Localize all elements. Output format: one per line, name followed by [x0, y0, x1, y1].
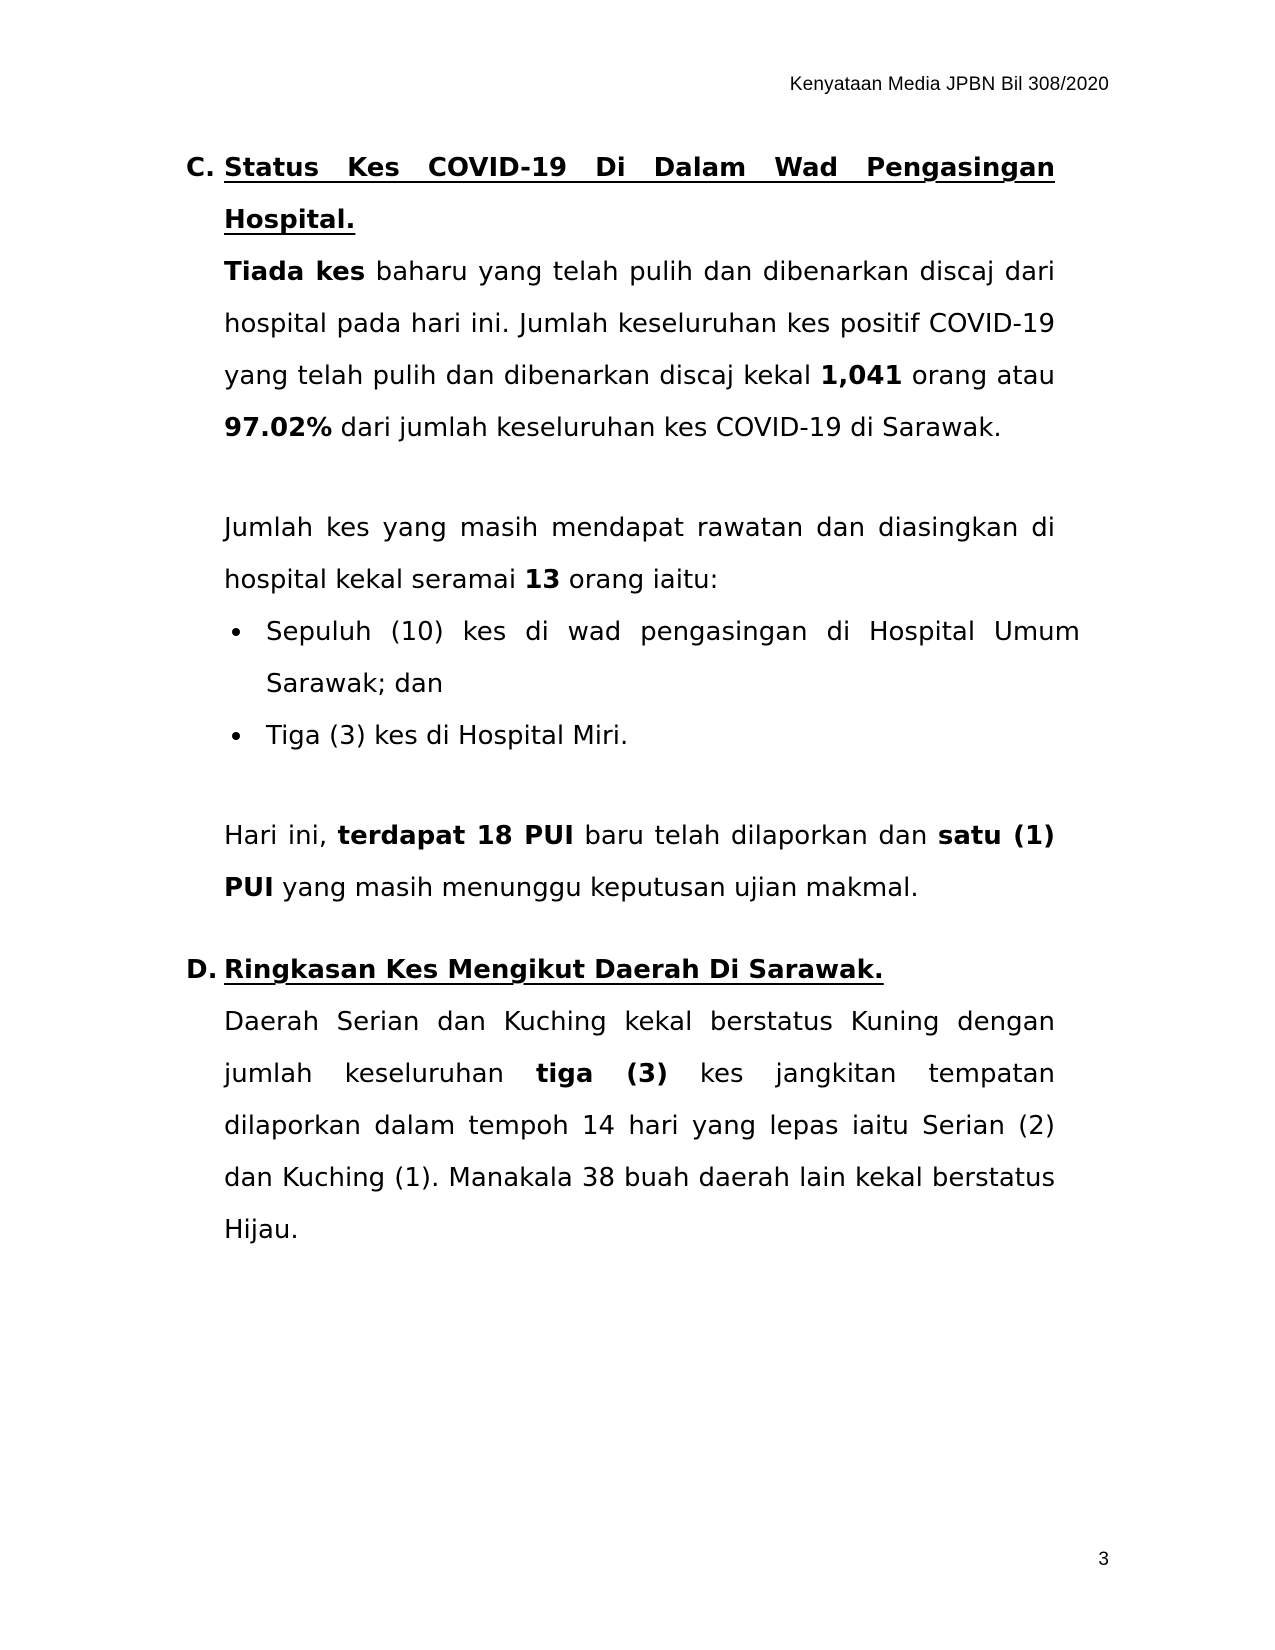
- bold-text: terdapat 18 PUI: [337, 821, 574, 851]
- text-run: orang atau: [902, 361, 1055, 391]
- bold-text: 1,041: [820, 361, 903, 391]
- list-item-text: Sepuluh (10) kes di wad pengasingan di Hospital Umum Sarawak; dan: [266, 617, 1080, 699]
- text-run: Daerah Serian dan Kuching kekal berstatus Kuning dengan jumlah keseluruhan: [224, 1007, 1055, 1089]
- section-c: [186, 142, 1080, 914]
- section-d: [186, 944, 1056, 1256]
- text-run: yang masih menunggu keputusan ujian makmal.: [273, 873, 919, 903]
- section-c-title: Status Kes COVID-19 Di Dalam Wad Pengasingan Hospital.: [224, 153, 1055, 235]
- document-header: Kenyataan Media JPBN Bil 308/2020: [789, 74, 1109, 95]
- section-c-letter: C.: [186, 153, 215, 183]
- section-d-title: Ringkasan Kes Mengikut Daerah Di Sarawak.: [224, 955, 884, 985]
- text-run: Hari ini,: [224, 821, 338, 851]
- hospital-bullet-list: [224, 606, 1080, 762]
- bullet-icon: [232, 628, 240, 636]
- list-item-text: Tiga (3) kes di Hospital Miri.: [266, 721, 629, 751]
- section-d-paragraph: [224, 996, 1055, 1256]
- bold-text: 13: [524, 565, 561, 595]
- page-number: 3: [1098, 1549, 1109, 1570]
- section-c-paragraph-pui: [224, 810, 1055, 914]
- list-item: [224, 710, 1080, 762]
- bold-text: tiga (3): [535, 1059, 668, 1089]
- bold-text: Tiada kes: [224, 257, 366, 287]
- text-run: orang iaitu:: [560, 565, 719, 595]
- text-run: baru telah dilaporkan dan: [573, 821, 938, 851]
- section-c-paragraph-recovered: [224, 246, 1055, 454]
- list-item: [224, 606, 1080, 710]
- text-run: kes jangkitan tempatan dilaporkan dalam tempoh 14 hari yang lepas iaitu Serian (2) dan Kuching (1). Manakala 38 buah daerah lain kekal berstatus Hijau.: [224, 1059, 1056, 1245]
- text-run: Jumlah kes yang masih mendapat rawatan dan diasingkan di hospital kekal seramai: [224, 513, 1055, 595]
- bold-text: satu (1) PUI: [224, 821, 1055, 903]
- section-c-paragraph-treatment: [224, 502, 1055, 606]
- text-run: dari jumlah keseluruhan kes COVID-19 di Sarawak.: [332, 413, 1002, 443]
- bold-text: 97.02%: [224, 413, 333, 443]
- bullet-icon: [232, 732, 240, 740]
- section-d-letter: D.: [186, 955, 218, 985]
- text-run: baharu yang telah pulih dan dibenarkan discaj dari hospital pada hari ini. Jumlah keseluruhan kes positif COVID-19 yang telah pulih dan dibenarkan discaj kekal: [224, 257, 1055, 391]
